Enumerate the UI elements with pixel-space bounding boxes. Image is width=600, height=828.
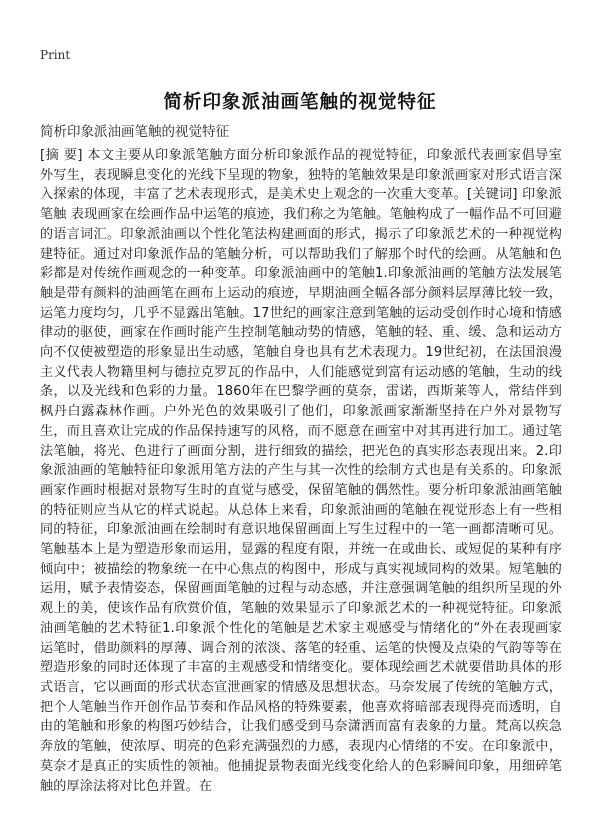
article-body: [摘 要] 本文主要从印象派笔触方面分析印象派作品的视觉特征，印象派代表画家倡导室外写生，表现瞬息变化的光线下呈现的物象，独特的笔触效果是印象派画家对形式语言深入探索的体现，丰富了艺术表现形式，是美术史上观念的一次重大变革。[关键词] 印象派 笔触 表现画家在绘画作品中运笔的痕迹，我们称之为笔触。笔触构成了一幅作品不可回避的语言词汇。印象派油画以个性化笔法构建画面的形式，揭示了印象派艺术的一种视觉构建特征。通过对印象派作品的笔触分析，可以帮助我们了解那个时代的绘画。从笔触和色彩都是对传统作画观念的一种变革。印象派油画中的笔触1.印象派油画的笔触方法发展笔触是带有颜料的油画笔在画布上运动的痕迹，早期油画全幅各部分颜料层厚薄比较一致，运笔力度均匀，几乎不显露出笔触。17世纪的画家注意到笔触的运动受创作时心境和情感律动的驱使，画家在作画时能产生控制笔触动势的情感，笔触的轻、重、缓、急和运动方向不仅使被塑造的形象显出生动感，笔触自身也具有艺术表现力。19世纪初，在法国浪漫主义代表人物籍里柯与德拉克罗瓦的作品中，人们能感觉到富有运动感的笔触，生动的线条，以及光线和色彩的力量。1860年在巴黎学画的莫奈，雷诺，西斯莱等人，常结伴到枫丹白露森林作画。户外光色的效果吸引了他们，印象派画家渐渐坚持在户外对景物写生，而且喜欢让完成的作品保持速写的风格，而不愿意在画室中对其再进行加工。通过笔法笔触，将光、色进行了画面分割，进行细致的描绘，把光色的真实形态表现出来。2.印象派油画的笔触特征印象派用笔方法的产生与其一次性的绘制方式也是有关系的。印象派画家作画时根据对景物写生时的直觉与感受，保留笔触的偶然性。要分析印象派油画笔触的特征则应当从它的样式说起。从总体上来看，印象派油画的笔触在视觉形态上有一些相同的特征，印象派油画在绘制时有意识地保留画面上写生过程中的一笔一画都清晰可见。笔触基本上是为塑造形象而运用，显露的程度有限，并统一在或曲长、或短促的某种有序倾向中；被描绘的物象统一在中心焦点的构图中，形成与真实视域同构的效果。短笔触的运用，赋予表情姿态，保留画面笔触的过程与动态感，并注意强调笔触的组织所呈现的外观上的美，使该作品有欣赏价值，笔触的效果显示了印象派艺术的一种视觉特征。印象派油画笔触的艺术特征1.印象派个性化的笔触是艺术家主观感受与情绪化的“外在表现画家运笔时，借助颜料的厚薄、调合剂的浓淡、落笔的轻重、运笔的快慢及点染的气韵等等在塑造形象的同时还体现了丰富的主观感受和情绪变化。要体现绘画艺术就要借助具体的形式语言，它以画面的形式状态宣泄画家的情感及思想状态。马奈发展了传统的笔触方式，把个人笔触当作开创作品节奏和作品风格的特殊要素，他喜欢将暗部表现得亮而透明，自由的笔触和形象的构图巧妙结合，让我们感受到马奈潇洒而富有表象的力量。梵高以疾急奔放的笔触，使浓厚、明亮的色彩充满强烈的力感，表现内心情绪的不安。在印象派中，莫奈才是真正的实质性的领袖。他捕捉景物表面光线变化给人的色彩瞬间印象，用细碎笔触的厚涂法将对比色并置。在 [40, 148, 562, 794]
article-subtitle: 简析印象派油画笔触的视觉特征 [40, 124, 229, 140]
article-title: 简析印象派油画笔触的视觉特征 [163, 92, 437, 114]
print-link[interactable]: Print [40, 48, 71, 62]
